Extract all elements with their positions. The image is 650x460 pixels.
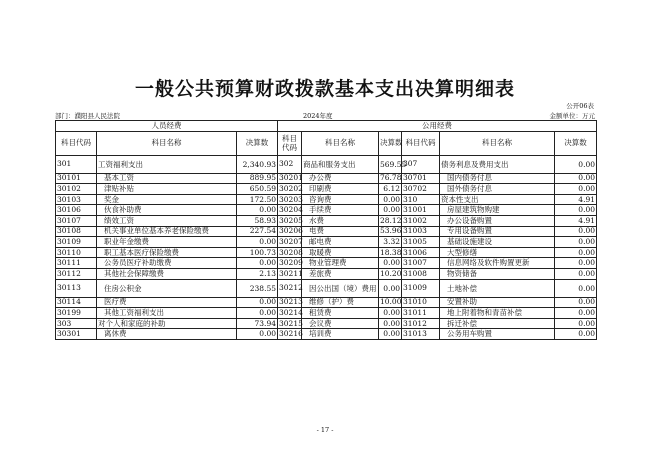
code-cell: 30212 [278, 279, 302, 297]
table-row [56, 194, 597, 205]
code-cell: 31009 [402, 279, 440, 297]
code-cell: 30206 [279, 226, 303, 236]
name-cell: 维修（护）费 [302, 297, 379, 308]
amount-cell: 0.00 [379, 279, 402, 297]
header-public: 公用经费 [278, 121, 597, 132]
name-cell: 电费 [302, 226, 379, 237]
code-cell: 30211 [279, 268, 303, 278]
code-cell: 31007 [402, 258, 440, 269]
amount-cell: 0.00 [555, 184, 597, 195]
name-cell: 职工基本医疗保险缴费 [97, 247, 237, 258]
code-cell: 30301 [56, 329, 97, 340]
code-cell: 30214 [279, 307, 303, 317]
amount-cell: 2.13 [237, 268, 278, 279]
amount-cell: 0.00 [237, 205, 278, 216]
table-row [56, 329, 597, 340]
code-cell: 30102 [56, 184, 97, 195]
code-cell: 310 [402, 194, 440, 205]
amount-cell: 58.93 [237, 215, 278, 226]
name-cell: 差旅费 [302, 268, 379, 279]
table-row [56, 247, 597, 258]
name-cell: 物业管理费 [302, 258, 379, 269]
amount-cell: 18.38 [380, 247, 402, 257]
code-cell: 30107 [56, 215, 97, 226]
amount-cell: 569.55 [379, 155, 402, 173]
name-cell: 资本性支出 [440, 194, 555, 205]
name-cell: 水费 [302, 215, 379, 226]
code-cell: 30209 [279, 258, 303, 268]
code-cell: 30213 [279, 297, 303, 307]
code-cell: 31011 [402, 308, 440, 319]
table-row [56, 184, 597, 195]
name-cell: 机关事业单位基本养老保险缴费 [97, 226, 237, 237]
name-cell: 国外债务付息 [440, 184, 555, 195]
amount-cell: 53.96 [380, 226, 402, 236]
amount-cell: 0.00 [237, 258, 278, 269]
table-row [56, 215, 597, 226]
amount-cell: 0.00 [379, 258, 402, 269]
header-row-columns [56, 131, 597, 155]
table-row [56, 258, 597, 269]
amount-cell: 0.00 [555, 318, 597, 329]
amount-cell: 76.78 [380, 173, 402, 183]
code-cell: 31008 [402, 268, 440, 279]
name-cell: 国内债务付息 [440, 173, 555, 184]
amount-cell: 238.55 [237, 279, 278, 297]
table-row [56, 297, 597, 308]
code-cell: 30201 [279, 173, 303, 183]
code-cell: 30202 [279, 183, 303, 193]
header-name-1: 科目名称 [97, 131, 237, 155]
table-row [56, 226, 597, 237]
amount-cell: 10.20 [380, 268, 402, 278]
name-cell: 伙食补助费 [97, 205, 237, 216]
department-label: 部门：濮阳县人民法院 [55, 112, 120, 120]
name-cell: 商品和服务支出 [302, 155, 379, 173]
name-cell: 大型修缮 [440, 247, 555, 258]
name-cell: 离休费 [97, 329, 237, 340]
name-cell: 办公费 [302, 173, 379, 184]
code-cell: 30216 [279, 329, 303, 339]
name-cell: 信息网络及软件购置更新 [440, 258, 555, 269]
header-amount-1: 决算数 [237, 131, 278, 155]
code-cell: 30702 [402, 184, 440, 195]
code-cell: 30106 [56, 205, 97, 216]
header-row-groups [56, 121, 597, 132]
table-body [56, 121, 597, 340]
code-cell: 30111 [56, 258, 97, 269]
code-cell: 30701 [402, 173, 440, 184]
name-cell: 基础设施建设 [440, 237, 555, 248]
amount-cell: 2,340.93 [237, 155, 278, 173]
name-cell: 绩效工资 [97, 215, 237, 226]
name-cell: 房屋建筑物购建 [440, 205, 555, 216]
name-cell: 会议费 [302, 318, 379, 329]
name-cell: 对个人和家庭的补助 [97, 318, 237, 329]
name-cell: 津贴补贴 [97, 184, 237, 195]
name-cell: 其他社会保障缴费 [97, 268, 237, 279]
code-cell: 30112 [56, 268, 97, 279]
form-code: 公开06表 [566, 102, 594, 110]
page-title: 一般公共预算财政拨款基本支出决算明细表 [134, 78, 515, 100]
code-cell: 30205 [279, 215, 303, 225]
code-cell: 301 [56, 155, 97, 173]
code-cell: 30204 [279, 205, 303, 215]
name-cell: 咨询费 [302, 194, 379, 205]
amount-cell: 4.91 [555, 215, 597, 226]
amount-cell: 28.12 [380, 215, 402, 225]
name-cell: 安置补助 [440, 297, 555, 308]
amount-cell: 0.00 [555, 268, 597, 279]
amount-cell: 0.00 [555, 329, 597, 340]
name-cell: 住房公积金 [97, 279, 237, 297]
header-amount-3: 决算数 [555, 131, 597, 155]
name-cell: 奖金 [97, 194, 237, 205]
code-cell: 30110 [56, 247, 97, 258]
amount-cell: 0.00 [555, 155, 597, 173]
header-name-3: 科目名称 [440, 131, 555, 155]
code-cell: 307 [402, 155, 440, 173]
name-cell: 物资储备 [440, 268, 555, 279]
amount-cell: 0.00 [555, 205, 597, 216]
code-cell: 30101 [56, 173, 97, 184]
name-cell: 土地补偿 [440, 279, 555, 297]
header-amount-2: 决算数 [379, 131, 402, 155]
name-cell: 租赁费 [302, 308, 379, 319]
name-cell: 专用设备购置 [440, 226, 555, 237]
code-cell: 30203 [279, 194, 303, 204]
code-cell: 30114 [56, 297, 97, 308]
name-cell: 医疗费 [97, 297, 237, 308]
amount-cell: 0.00 [237, 237, 278, 248]
header-personnel: 人员经费 [56, 121, 278, 132]
name-cell: 其他工资福利支出 [97, 308, 237, 319]
amount-cell: 0.00 [237, 308, 278, 319]
amount-cell: 0.00 [379, 318, 402, 329]
amount-cell: 0.00 [555, 279, 597, 297]
amount-cell: 73.94 [237, 318, 278, 329]
amount-cell: 100.73 [237, 247, 278, 258]
table-row [56, 205, 597, 216]
amount-cell: 3.32 [379, 237, 402, 248]
amount-cell: 0.00 [555, 308, 597, 319]
amount-cell: 0.00 [555, 247, 597, 258]
name-cell: 办公设备购置 [440, 215, 555, 226]
name-cell: 基本工资 [97, 173, 237, 184]
amount-cell: 0.00 [555, 258, 597, 269]
code-cell: 30207 [279, 236, 303, 246]
amount-cell: 889.95 [237, 173, 278, 184]
amount-cell: 227.54 [237, 226, 278, 237]
table-row [56, 173, 597, 184]
name-cell: 因公出国（境）费用 [302, 279, 379, 297]
code-cell: 302 [278, 155, 302, 173]
name-cell: 拆迁补偿 [440, 318, 555, 329]
code-cell: 31002 [402, 215, 440, 226]
year-label: 2024年度 [303, 112, 333, 120]
table-row [56, 237, 597, 248]
code-cell: 31012 [402, 318, 440, 329]
amount-cell: 0.00 [555, 226, 597, 237]
name-cell: 地上附着物和青苗补偿 [440, 308, 555, 319]
name-cell: 手续费 [302, 205, 379, 216]
code-cell: 31001 [402, 205, 440, 216]
name-cell: 职业年金缴费 [97, 237, 237, 248]
header-name-2: 科目名称 [302, 131, 379, 155]
table-row [56, 308, 597, 319]
table-row [56, 268, 597, 279]
table-row [56, 279, 597, 297]
table-row [56, 155, 597, 173]
name-cell: 工资福利支出 [97, 155, 237, 173]
name-cell: 邮电费 [302, 237, 379, 248]
name-cell: 印刷费 [302, 184, 379, 195]
amount-cell: 0.00 [379, 205, 402, 216]
amount-cell: 6.12 [379, 184, 402, 195]
amount-cell: 0.00 [237, 329, 278, 340]
name-cell: 债务利息及费用支出 [440, 155, 555, 173]
code-cell: 31005 [402, 237, 440, 248]
amount-cell: 0.00 [379, 308, 402, 319]
code-cell: 30108 [56, 226, 97, 237]
meta-row [55, 111, 595, 120]
amount-cell: 0.00 [555, 237, 597, 248]
name-cell: 培训费 [302, 329, 379, 340]
name-cell: 公务员医疗补助缴费 [97, 258, 237, 269]
amount-cell: 0.00 [555, 173, 597, 184]
amount-cell: 650.59 [237, 184, 278, 195]
code-cell: 30215 [279, 318, 303, 328]
amount-cell: 0.00 [237, 297, 278, 308]
code-cell: 31013 [402, 329, 440, 340]
code-cell: 31006 [402, 247, 440, 258]
amount-cell: 172.50 [237, 194, 278, 205]
code-cell: 31003 [402, 226, 440, 237]
money-unit-label: 金额单位：万元 [549, 112, 595, 120]
amount-cell: 10.00 [380, 297, 402, 307]
code-cell: 30113 [56, 279, 97, 297]
code-cell: 303 [56, 318, 97, 329]
amount-cell: 0.00 [379, 194, 402, 205]
expenditure-table [55, 120, 597, 340]
code-cell: 30109 [56, 237, 97, 248]
code-cell: 30199 [56, 308, 97, 319]
name-cell: 公务用车购置 [440, 329, 555, 340]
code-cell: 31010 [402, 297, 440, 308]
name-cell: 取暖费 [302, 247, 379, 258]
header-code-1: 科目代码 [56, 131, 97, 155]
page-number: - 17 - [316, 426, 334, 434]
amount-cell: 4.91 [555, 194, 597, 205]
amount-cell: 0.00 [555, 297, 597, 308]
header-code-2: 科目代码 [278, 131, 302, 155]
header-code-3: 科目代码 [402, 131, 440, 155]
code-cell: 30208 [279, 247, 303, 257]
code-cell: 30103 [56, 194, 97, 205]
amount-cell: 0.00 [379, 329, 402, 340]
table-row [56, 318, 597, 329]
